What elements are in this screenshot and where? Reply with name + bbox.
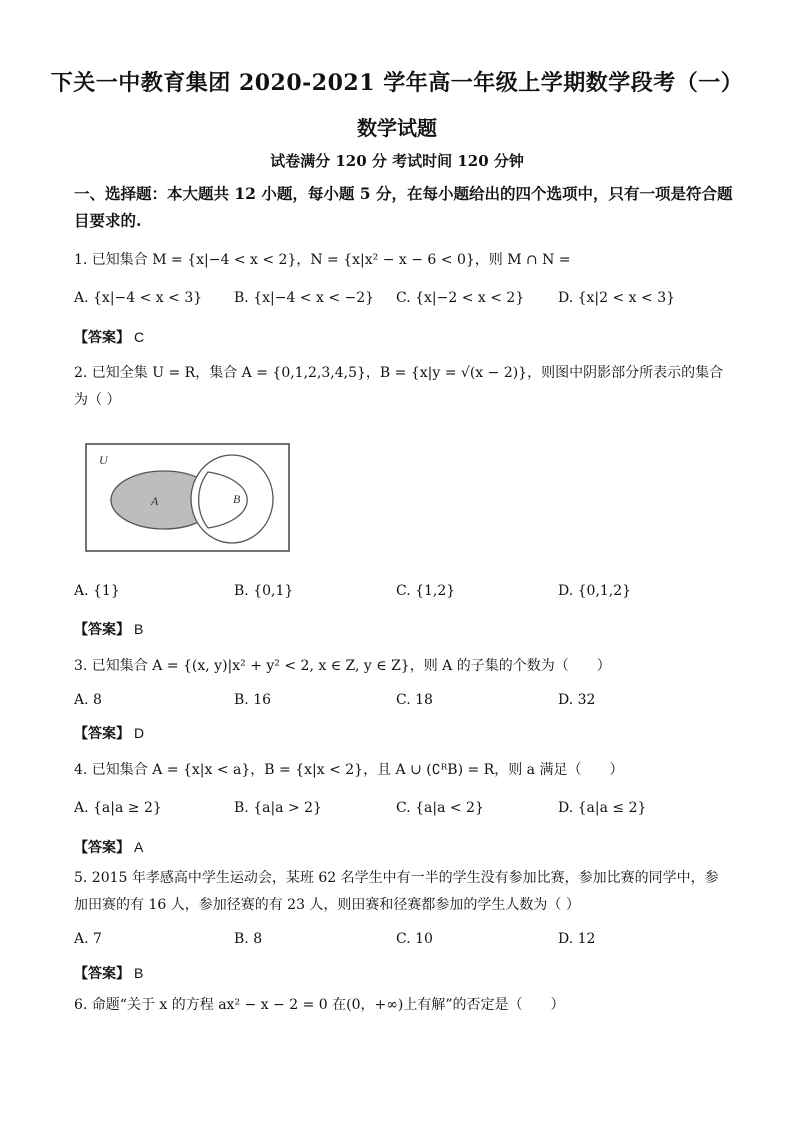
answer-value: C bbox=[134, 329, 145, 345]
question-3-option-a: A. 8 bbox=[74, 692, 102, 708]
question-4-stem: 4. 已知集合 A = {x|x < a}，B = {x|x < 2}，且 A ∪ (∁ᴿB) = R，则 a 满足（ ） bbox=[74, 762, 624, 778]
answer-tag: 【答案】 bbox=[74, 966, 130, 982]
question-1-answer bbox=[74, 327, 144, 347]
answer-tag: 【答案】 bbox=[74, 622, 130, 638]
venn-diagram bbox=[85, 443, 291, 553]
answer-tag: 【答案】 bbox=[74, 840, 130, 856]
question-1-option-d: D. {x|2 < x < 3} bbox=[558, 290, 676, 306]
section-heading: 一、选择题：本大题共 12 小题，每小题 5 分，在每小题给出的四个选项中，只有一项是符合题目要求的. bbox=[74, 184, 733, 230]
page-title: 下关一中教育集团 2020-2021 学年高一年级上学期数学段考（一） bbox=[50, 70, 744, 96]
label-u: U bbox=[99, 453, 108, 467]
question-4-option-d: D. {a|a ≤ 2} bbox=[558, 800, 647, 816]
question-5-option-a: A. 7 bbox=[74, 931, 102, 947]
question-1-option-c: C. {x|−2 < x < 2} bbox=[396, 290, 525, 306]
question-4-option-b: B. {a|a > 2} bbox=[234, 800, 322, 816]
question-4-answer bbox=[74, 837, 143, 857]
question-1-stem: 1. 已知集合 M = {x|−4 < x < 2}，N = {x|x² − x − 6 < 0}，则 M ∩ N = bbox=[74, 252, 571, 268]
answer-value: B bbox=[134, 621, 144, 637]
question-2-option-b: B. {0,1} bbox=[234, 583, 294, 599]
question-2-option-d: D. {0,1,2} bbox=[558, 583, 632, 599]
question-1-option-b: B. {x|−4 < x < −2} bbox=[234, 290, 375, 306]
question-1-option-a: A. {x|−4 < x < 3} bbox=[74, 290, 203, 306]
answer-value: B bbox=[134, 965, 144, 981]
question-6-stem: 6. 命题“关于 x 的方程 ax² − x − 2 = 0 在(0，+∞)上有解”的否定是（ ） bbox=[74, 997, 565, 1013]
question-5-option-d: D. 12 bbox=[558, 931, 596, 947]
question-2-stem: 2. 已知全集 U = R，集合 A = {0,1,2,3,4,5}，B = {x|y = √(x − 2)}，则图中阴影部分所表示的集合为（ ） bbox=[74, 365, 724, 408]
exam-info: 试卷满分 120 分 考试时间 120 分钟 bbox=[270, 152, 524, 170]
question-3-option-d: D. 32 bbox=[558, 692, 596, 708]
question-3-option-b: B. 16 bbox=[234, 692, 272, 708]
question-3-answer bbox=[74, 723, 144, 743]
question-4-option-a: A. {a|a ≥ 2} bbox=[74, 800, 162, 816]
answer-value: A bbox=[134, 839, 144, 855]
question-5-option-b: B. 8 bbox=[234, 931, 263, 947]
question-5-stem: 5. 2015 年孝感高中学生运动会，某班 62 名学生中有一半的学生没有参加比赛，参加比赛的同学中，参加田赛的有 16 人，参加径赛的有 23 人，则田赛和径赛都参加的学生人数为（ ） bbox=[74, 870, 719, 913]
question-2-answer bbox=[74, 619, 143, 639]
question-2-option-c: C. {1,2} bbox=[396, 583, 456, 599]
answer-value: D bbox=[134, 725, 145, 741]
question-4-option-c: C. {a|a < 2} bbox=[396, 800, 484, 816]
question-5-option-c: C. 10 bbox=[396, 931, 433, 947]
answer-tag: 【答案】 bbox=[74, 330, 130, 346]
question-3-option-c: C. 18 bbox=[396, 692, 433, 708]
page-subtitle: 数学试题 bbox=[357, 116, 437, 140]
label-a: A bbox=[151, 494, 159, 508]
answer-tag: 【答案】 bbox=[74, 726, 130, 742]
question-3-stem: 3. 已知集合 A = {(x, y)|x² + y² < 2, x ∈ Z, y ∈ Z}，则 A 的子集的个数为（ ） bbox=[74, 658, 611, 674]
label-b: B bbox=[233, 492, 241, 506]
question-2-option-a: A. {1} bbox=[74, 583, 120, 599]
question-5-answer bbox=[74, 963, 143, 983]
set-b-ellipse bbox=[191, 455, 273, 543]
